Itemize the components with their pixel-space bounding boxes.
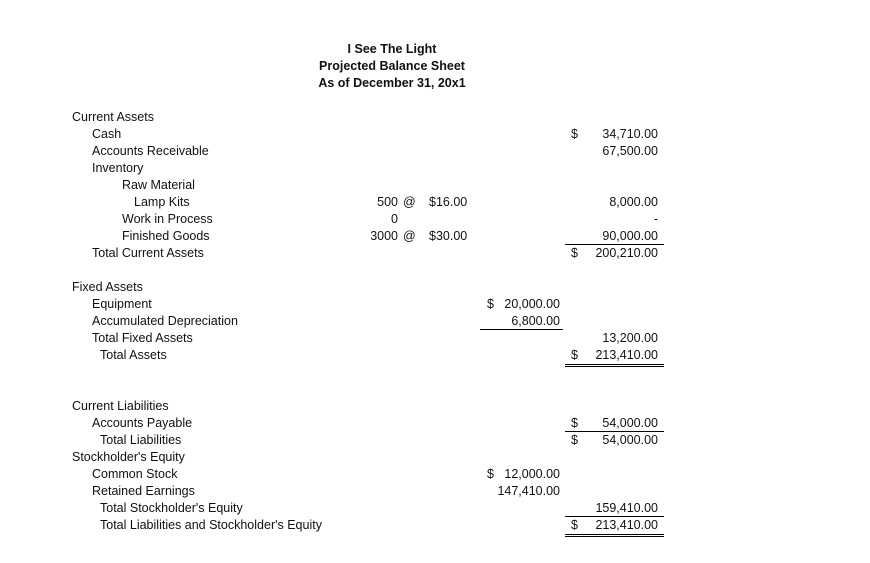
table-row	[0, 415, 870, 432]
row-label: Equipment	[92, 297, 152, 311]
row-label: Cash	[92, 127, 122, 141]
total-amount: 34,710.00	[602, 127, 658, 141]
dollar-sign: $	[571, 127, 578, 141]
table-row	[0, 500, 870, 517]
unit-price: $16.00	[429, 195, 468, 209]
quantity: 500	[377, 195, 398, 209]
row-label: Accumulated Depreciation	[92, 314, 238, 328]
table-row	[0, 109, 870, 126]
report-title: Projected Balance Sheet	[319, 59, 465, 73]
table-row	[0, 296, 870, 313]
dollar-sign: $	[571, 518, 578, 532]
dollar-sign: $	[571, 246, 578, 260]
subtotal-amount: 12,000.00	[504, 467, 560, 481]
row-label: Stockholder's Equity	[72, 450, 185, 464]
row-label: Accounts Payable	[92, 416, 193, 430]
dollar-sign: $	[571, 348, 578, 362]
row-label: Raw Material	[122, 178, 195, 192]
table-row	[0, 211, 870, 228]
at-sign: @	[403, 195, 416, 209]
table-row	[0, 330, 870, 347]
subtotal-amount: 147,410.00	[497, 484, 560, 498]
table-row	[0, 466, 870, 483]
row-label: Total Liabilities and Stockholder's Equity	[100, 518, 322, 532]
total-amount: 13,200.00	[602, 331, 658, 345]
total-amount: 8,000.00	[609, 195, 658, 209]
unit-price: $30.00	[429, 229, 468, 243]
total-amount: 90,000.00	[602, 229, 658, 243]
dollar-sign: $	[487, 467, 494, 481]
row-label: Accounts Receivable	[92, 144, 209, 158]
blank-row	[0, 381, 870, 398]
row-label: Retained Earnings	[92, 484, 195, 498]
table-row	[0, 194, 870, 211]
double-underline	[565, 534, 664, 537]
blank-row	[0, 364, 870, 381]
report-date: As of December 31, 20x1	[318, 76, 466, 90]
subtotal-amount: 20,000.00	[504, 297, 560, 311]
quantity: 3000	[370, 229, 398, 243]
row-label: Current Liabilities	[72, 399, 169, 413]
row-label: Total Stockholder's Equity	[100, 501, 243, 515]
table-row	[0, 143, 870, 160]
total-amount: 159,410.00	[595, 501, 658, 515]
total-amount: 200,210.00	[595, 246, 658, 260]
table-row	[0, 517, 870, 534]
row-label: Total Fixed Assets	[92, 331, 193, 345]
total-amount: 54,000.00	[602, 416, 658, 430]
table-row	[0, 313, 870, 330]
subtotal-amount: 6,800.00	[511, 314, 560, 328]
table-row	[0, 432, 870, 449]
row-label: Common Stock	[92, 467, 178, 481]
table-row	[0, 483, 870, 500]
row-label: Total Liabilities	[100, 433, 182, 447]
row-label: Fixed Assets	[72, 280, 143, 294]
row-label: Lamp Kits	[134, 195, 190, 209]
total-amount: 213,410.00	[595, 518, 658, 532]
table-row	[0, 160, 870, 177]
table-row	[0, 228, 870, 245]
total-amount: 54,000.00	[602, 433, 658, 447]
total-amount: 67,500.00	[602, 144, 658, 158]
blank-row	[0, 262, 870, 279]
table-row	[0, 245, 870, 262]
dollar-sign: $	[487, 297, 494, 311]
table-row	[0, 347, 870, 364]
at-sign: @	[403, 229, 416, 243]
row-label: Work in Process	[122, 212, 213, 226]
quantity: 0	[391, 212, 398, 226]
row-label: Finished Goods	[122, 229, 210, 243]
row-label: Inventory	[92, 161, 144, 175]
table-row	[0, 449, 870, 466]
company-name: I See The Light	[347, 42, 437, 56]
total-amount: -	[653, 212, 658, 226]
table-row	[0, 126, 870, 143]
dollar-sign: $	[571, 433, 578, 447]
row-label: Total Assets	[100, 348, 167, 362]
total-amount: 213,410.00	[595, 348, 658, 362]
row-label: Total Current Assets	[92, 246, 204, 260]
table-row	[0, 279, 870, 296]
dollar-sign: $	[571, 416, 578, 430]
row-label: Current Assets	[72, 110, 154, 124]
table-row	[0, 398, 870, 415]
table-row	[0, 177, 870, 194]
